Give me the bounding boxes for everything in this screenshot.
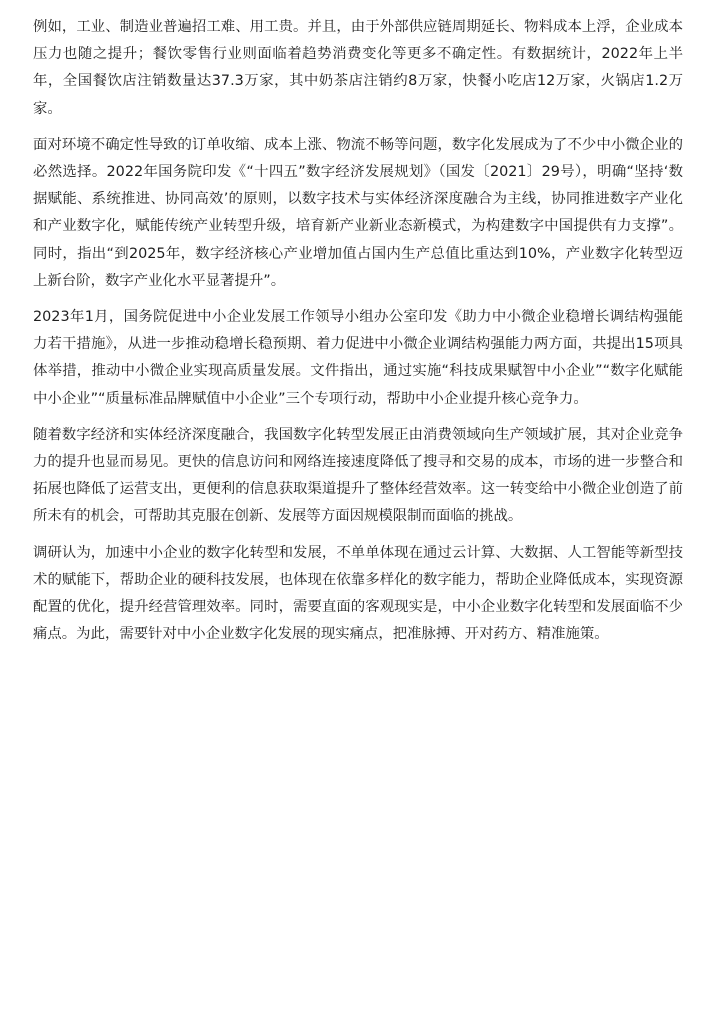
paragraph-3: 2023年1月，国务院促进中小企业发展工作领导小组办公室印发《助力中小微企业稳增长调结构强能力若干措施》，从进一步推动稳增长稳预期、着力促进中小微企业调结构强能力两方面，共提出15项具体举措，推动中小微企业实现高质量发展。文件指出，通过实施“科技成果赋智中小企业”“数字化赋能中小企业”“质量标准品牌赋值中小企业”三个专项行动，帮助中小企业提升核心竞争力。 xyxy=(33,309,683,407)
article-body xyxy=(33,14,683,657)
paragraph-4: 随着数字经济和实体经济深度融合，我国数字化转型发展正由消费领域向生产领域扩展，其对企业竞争力的提升也显而易见。更快的信息访问和网络连接速度降低了搜寻和交易的成本，市场的进一步整合和拓展也降低了运营支出，更便利的信息获取渠道提升了整体经营效率。这一转变给中小微企业创造了前所未有的机会，可帮助其克服在创新、发展等方面因规模限制而面临的挑战。 xyxy=(33,426,683,525)
paragraph-5: 调研认为，加速中小企业的数字化转型和发展，不单单体现在通过云计算、大数据、人工智能等新型技术的赋能下，帮助企业的硬科技发展，也体现在依靠多样化的数字能力，帮助企业降低成本，实现资源配置的优化，提升经营管理效率。同时，需要直面的客观现实是，中小企业数字化转型和发展面临不少痛点。为此，需要针对中小企业数字化发展的现实痛点，把准脉搏、开对药方、精准施策。 xyxy=(33,544,683,643)
paragraph-1: 例如，工业、制造业普遍招工难、用工贵。并且，由于外部供应链周期延长、物料成本上浮，企业成本压力也随之提升；餐饮零售行业则面临着趋势消费变化等更多不确定性。有数据统计，2022年上半年，全国餐饮店注销数量达37.3万家，其中奶茶店注销约8万家，快餐小吃店12万家，火锅店1.2万家。 xyxy=(33,19,683,117)
paragraph-2: 面对环境不确定性导致的订单收缩、成本上涨、物流不畅等问题，数字化发展成为了不少中小微企业的必然选择。2022年国务院印发《“十四五”数字经济发展规划》（国发〔2021〕29号），明确“坚持‘数据赋能、系统推进、协同高效’的原则，以数字技术与实体经济深度融合为主线，协同推进数字产业化和产业数字化，赋能传统产业转型升级，培育新产业新业态新模式，为构建数字中国提供有力支撑”。同时，指出“到2025年，数字经济核心产业增加值占国内生产总值比重达到10%，产业数字化转型迈上新台阶，数字产业化水平显著提升”。 xyxy=(33,136,683,289)
